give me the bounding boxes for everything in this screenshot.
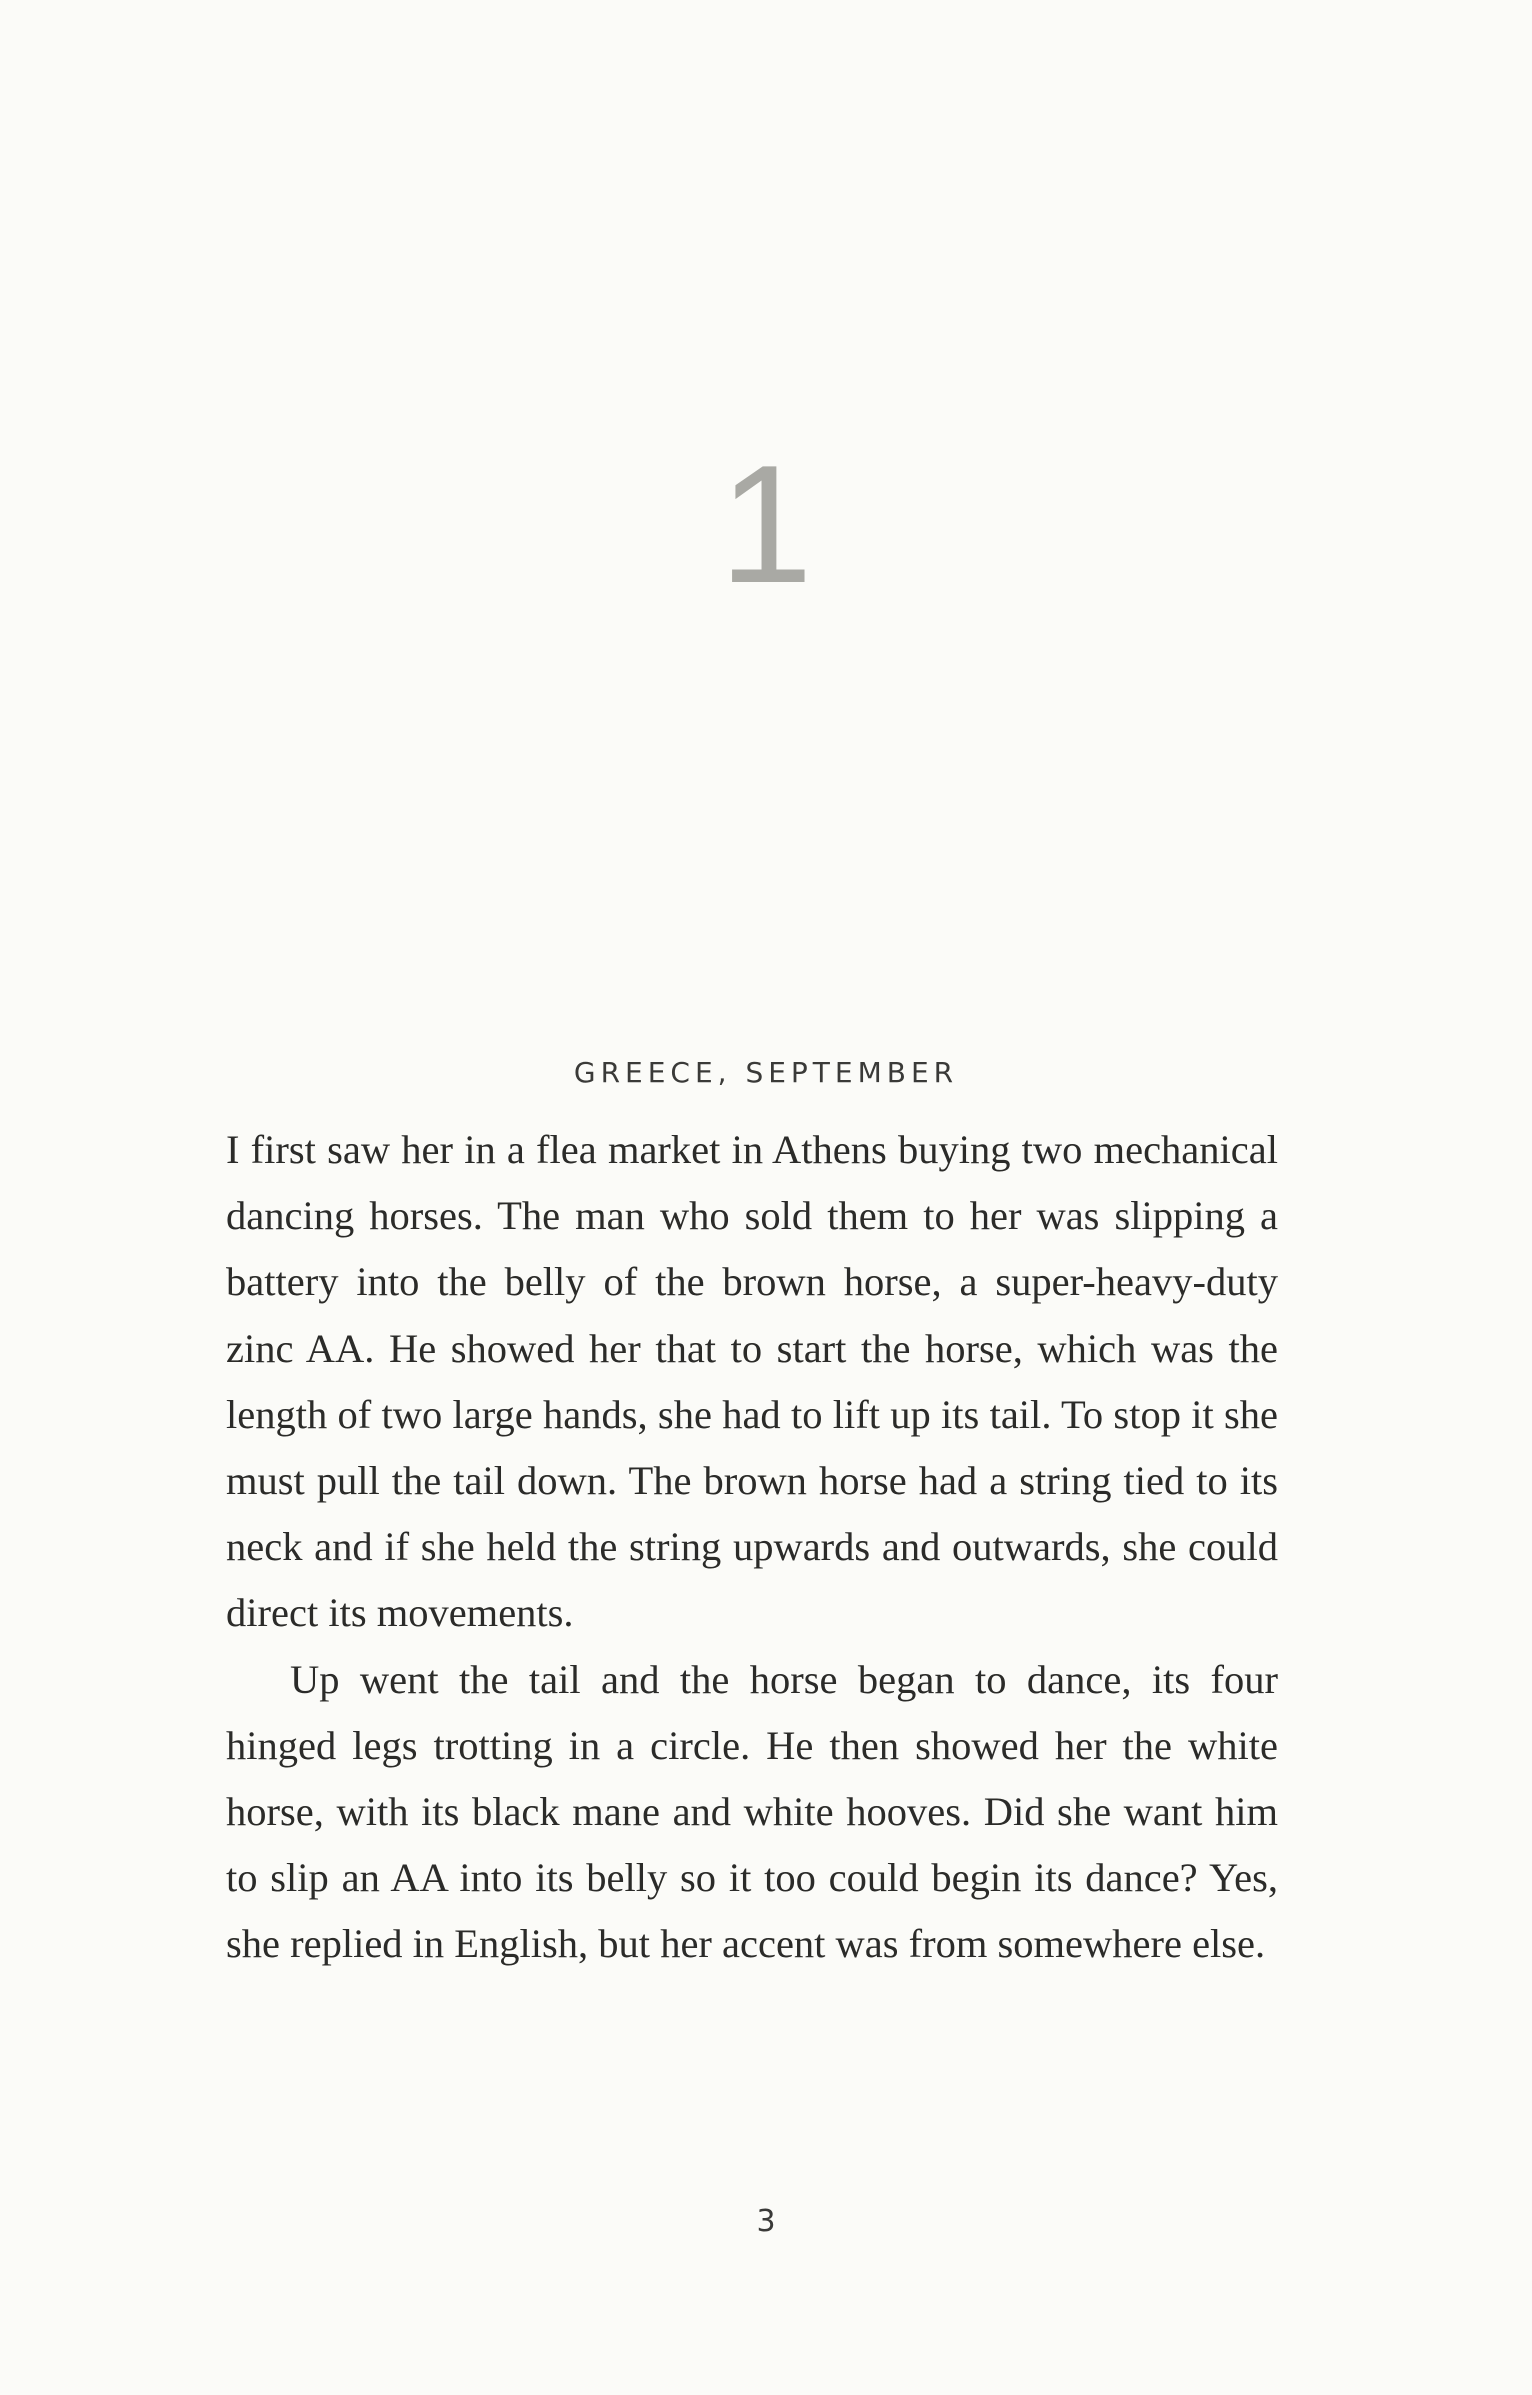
chapter-number: 1	[719, 430, 813, 618]
paragraph-2: Up went the tail and the horse began to dance, its four hinged legs trotting in a circle. He then showed her the white horse, with its black mane and white hooves. Did she want him to slip an AA into its belly so it too could begin its dance? Yes, she replied in English, but her accent was from somewhere else.	[226, 1656, 1278, 1967]
section-heading: GREECE, SEPTEMBER	[573, 1056, 959, 1089]
page-number: 3	[756, 2204, 776, 2239]
paragraph-1: I first saw her in a flea market in Athens buying two mechanical dancing horses. The man who sold them to her was slipping a battery into the belly of the brown horse, a super-heavy-duty zinc AA. He showed her that to start the horse, which was the length of two large hands, she had to lift up its tail. To stop it she must pull the tail down. The brown horse had a string tied to its neck and if she held the string upwards and outwards, she could direct its movements.	[226, 1127, 1278, 1636]
body-text	[226, 1117, 1278, 1978]
